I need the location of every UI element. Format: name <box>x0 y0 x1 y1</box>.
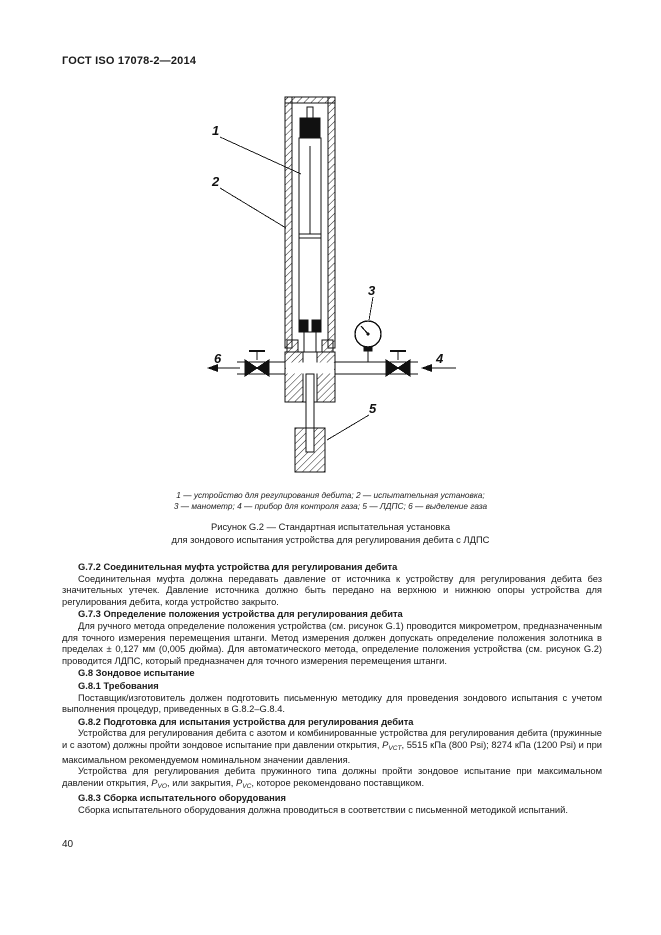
pressure-subscript: VO <box>157 782 168 790</box>
section-heading-g83: G.8.3 Сборка испытательного оборудования <box>78 793 286 804</box>
section-heading-g73: G.7.3 Определение положения устройства для регулирования дебита <box>78 609 403 620</box>
pressure-subscript: VC <box>242 782 252 790</box>
paragraph-g82-2-text: Устройства для регулирования дебита пружинного типа должны пройти зондовое испытание при максимальном давлении открытия, <box>62 766 602 788</box>
figure-g2-diagram <box>0 88 661 483</box>
paragraph-g82-1 <box>62 728 602 766</box>
valve-left-icon <box>245 351 269 376</box>
section-heading-g8: G.8 Зондовое испытание <box>78 668 195 679</box>
pressure-symbol: P <box>151 777 158 788</box>
paragraph-g81: Поставщик/изготовитель должен подготовить письменную методику для проведения зондового испытания с учетом выполнения процедур, приведенных в G.8.2–G.8.4. <box>62 692 602 715</box>
callout-2: 2 <box>212 174 220 189</box>
paragraph-g72: Соединительная муфта должна передавать давление от источника к устройству для регулирования дебита без значительных утечек. Давление источника должно быть передано на верхнюю и нижнюю опоры устройства для регулирования дебита, когда устройство закрыто. <box>62 573 602 607</box>
document-header: ГОСТ ISO 17078-2—2014 <box>62 55 197 67</box>
flow-control-device <box>299 107 321 332</box>
figure-legend-line1: 1 — устройство для регулирования дебита; 2 — испытательная установка; <box>176 490 485 500</box>
pressure-subscript: VCT <box>388 744 402 752</box>
callout-1: 1 <box>212 123 220 138</box>
paragraph-g83: Сборка испытательного оборудования должна проводиться в соответствии с письменной методикой испытаний. <box>78 804 568 815</box>
paragraph-g82-2-text3: , которое рекомендовано поставщиком. <box>251 777 425 788</box>
callout-4: 4 <box>436 351 444 366</box>
gas-release-arrow <box>207 364 240 372</box>
figure-legend <box>0 490 661 512</box>
callout-5: 5 <box>369 401 377 416</box>
paragraph-g73: Для ручного метода определение положения устройства (см. рисунок G.1) проводится микрометром, предназначенным для точного измерения перемещения штанги. Метод измерения должен допускать определение положения золотника в пределах ± 0,127 мм (0,005 дюйма). Для автоматического метода, определение положения устройства (см. рисунок G.2) проводится ЛДПС, который предназначен для точного измерения перемещения штанги. <box>62 620 602 666</box>
pressure-symbol: P <box>235 777 243 788</box>
valve-right-icon <box>386 351 410 376</box>
page-number: 40 <box>62 839 74 850</box>
callout-3: 3 <box>368 283 376 298</box>
paragraph-g82-1-text: Устройства для регулирования дебита с азотом и комбинированные устройства для регулирования дебита (пружинные и с азотом) должны пройти зондовое испытание при давлении открытия, <box>62 728 602 750</box>
section-heading-g81: G.8.1 Требования <box>78 680 159 691</box>
figure-caption <box>0 521 661 546</box>
paragraph-g82-2-text2: , или закрытия, <box>167 777 236 788</box>
figure-caption-line1: Рисунок G.2 — Стандартная испытательная установка <box>210 521 451 532</box>
pressure-gauge-icon <box>355 321 381 362</box>
section-heading-g72: G.7.2 Соединительная муфта устройства для регулирования дебита <box>78 562 398 572</box>
section-heading-g82: G.8.2 Подготовка для испытания устройства для регулирования дебита <box>78 716 414 727</box>
figure-caption-line2: для зондового испытания устройства для регулирования дебита с ЛДПС <box>171 533 490 545</box>
paragraph-g82-1-text2: , 5515 кПа (800 Psi); 8274 кПа (1200 Psi) и при максимальном рекомендуемом номинальном значении давления. <box>62 739 602 765</box>
paragraph-g82-2 <box>62 766 602 792</box>
callout-6: 6 <box>214 351 222 366</box>
figure-legend-line2: 3 — манометр; 4 — прибор для контроля газа; 5 — ЛДПС; 6 — выделение газа <box>173 501 488 511</box>
pressure-symbol: P <box>382 739 389 750</box>
body-text <box>62 561 602 816</box>
